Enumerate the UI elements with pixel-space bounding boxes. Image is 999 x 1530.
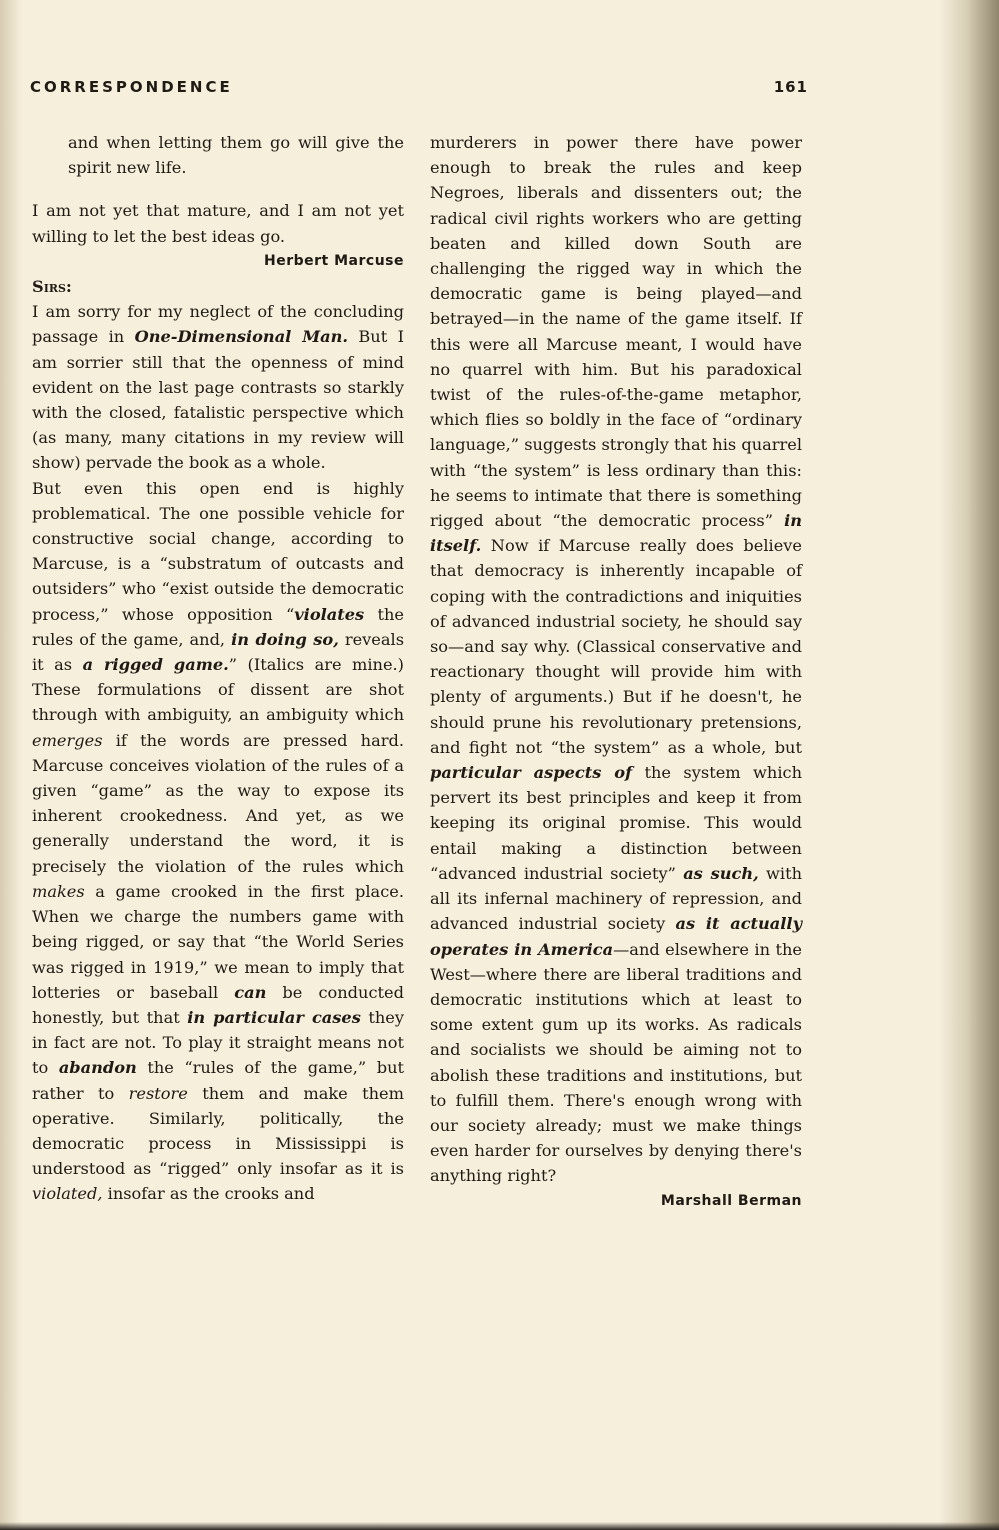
text-span: the system which pervert its best principles and keep it from keeping its original promise. This would entail making a distinction between “advanced industrial society” [430, 763, 803, 883]
emphasis: violates [294, 604, 365, 624]
paragraph-reply-2 [32, 476, 404, 1207]
emphasis: in doing so, [231, 629, 339, 649]
text-span: a game crooked in the first place. When we charge the numbers game with being rigged, or say that “the World Series was rigged in 1919,” we mean to imply that lotteries or baseball [32, 881, 404, 1002]
text-span: ” (Italics are mine.) These formulations of dissent are shot through with ambiguity, an ambiguity which [32, 655, 404, 725]
emphasis: emerges [32, 730, 103, 750]
verse-text: and when letting them go will give the spirit new life. [68, 133, 404, 178]
emphasis: restore [128, 1083, 188, 1103]
text-span: insofar as the crooks and [102, 1184, 315, 1204]
emphasis: can [234, 982, 267, 1002]
text-span: —and elsewhere in the West—where there are liberal traditions and democratic institutions which at least to some extent gum up its works. As radicals and socialists we should be aiming not to abolish these traditions and institutions, but to fulfill them. There's enough wrong with our society already; must we make things even harder for ourselves by denying there's anything right? [430, 939, 802, 1186]
right-column [430, 130, 802, 1214]
text-span: the rules of the game, and, [32, 604, 404, 649]
text-span: murderers in power there have power enough to break the rules and keep Negroes, liberals and dissenters out; the radical civil rights workers who are getting beaten and killed down South are challenging the rigged way in which the democratic game is being played—and betrayed—in the name of the game itself. If this were all Marcuse meant, I would have no quarrel with him. But his paradoxical twist of the rules-of-the-game metaphor, which flies so boldly in the face of “ordinary language,” suggests strongly that his quarrel with “the system” is less ordinary than this: he seems to intimate that there is something rigged about “the democratic process” [430, 133, 803, 531]
emphasis: as it actually operates in America [430, 914, 802, 959]
emphasis: as such, [683, 863, 759, 883]
paragraph-reply-continued [430, 130, 802, 1189]
book-title: One-Dimensional Man. [134, 327, 349, 347]
running-title: CORRESPONDENCE [30, 78, 233, 96]
text-span: be conducted honestly, but that [32, 982, 404, 1027]
page-header [30, 78, 808, 102]
emphasis: in itself. [430, 511, 802, 556]
paragraph-closing: I am not yet that mature, and I am not yet willing to let the best ideas go. [32, 201, 404, 246]
signature-marcuse: Herbert Marcuse [264, 252, 404, 269]
text-span: they in fact are not. To play it straight means not to [32, 1007, 404, 1078]
page-gutter-shadow [0, 0, 22, 1530]
emphasis: particular aspects of [430, 763, 633, 783]
salutation: Sirs: [32, 277, 72, 297]
text-span: them and make them operative. Similarly, politically, the democratic process in Mississippi is understood as “rigged” only insofar as it is [32, 1083, 404, 1179]
page-bottom-edge [0, 1522, 999, 1530]
text-span: with all its infernal machinery of repression, and advanced industrial society [430, 863, 803, 934]
text-span: the “rules of the game,” but rather to [32, 1058, 404, 1103]
left-column [32, 130, 404, 1207]
emphasis: makes [32, 881, 85, 901]
signature-berman: Marshall Berman [660, 1192, 802, 1209]
text-span: if the words are pressed hard. Marcuse conceives violation of the rules of a given “game” as the way to expose its inherent crookedness. And yet, as we generally understand the word, it is precisely the violation of the rules which [32, 730, 404, 876]
text-span: But even this open end is highly problematical. The one possible vehicle for constructive social change, according to Marcuse, is a “substratum of outcasts and outsiders” who “exist outside the democratic process,” whose opposition “ [32, 478, 404, 624]
emphasis: in particular cases [187, 1007, 361, 1027]
emphasis: abandon [58, 1058, 137, 1078]
text-span: reveals it as [32, 629, 405, 675]
paragraph-reply-1 [32, 299, 404, 475]
page-number: 161 [773, 78, 808, 96]
text-span: But I am sorrier still that the openness of mind evident on the last page contrasts so starkly with the closed, fatalistic perspective which (as many, many citations in my review will show) pervade the book as a whole. [32, 327, 404, 473]
emphasis: violated, [32, 1184, 103, 1204]
text-span: I am sorry for my neglect of the concluding passage in [32, 302, 404, 347]
page-edge-shadow [939, 0, 999, 1530]
verse-quote [68, 130, 404, 180]
emphasis: a rigged game. [82, 655, 229, 675]
text-span: Now if Marcuse really does believe that democracy is inherently incapable of coping with the contradictions and iniquities of advanced industrial society, he should say so—and say why. (Classical conservative and reactionary thought will provide him with plenty of arguments.) But if he doesn't, he should prune his revolutionary pretensions, and fight not “the system” as a whole, but [430, 536, 802, 757]
